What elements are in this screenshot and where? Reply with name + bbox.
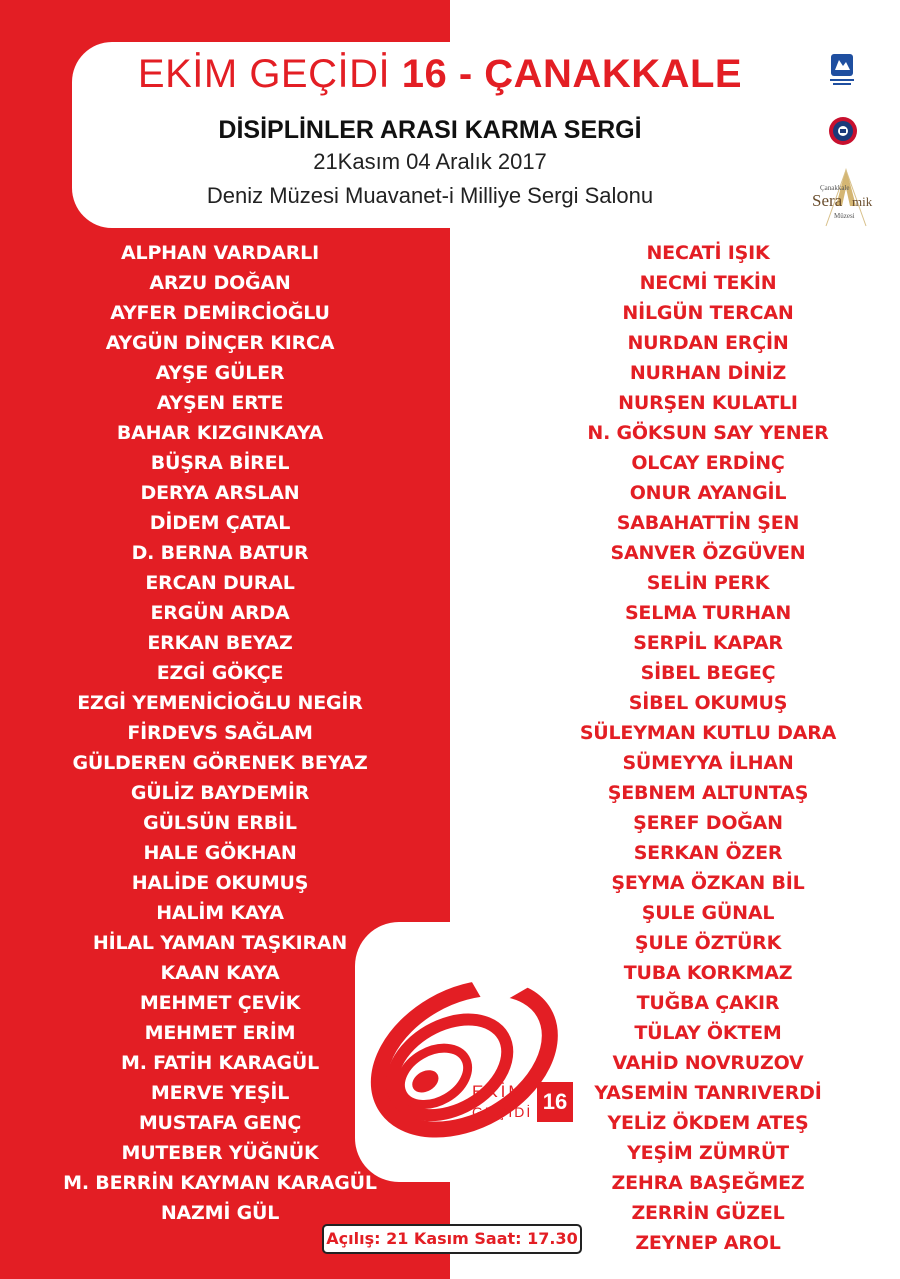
artist-name-right: YASEMİN TANRIVERDİ bbox=[594, 1082, 822, 1104]
artist-name-left: HALİM KAYA bbox=[156, 902, 284, 924]
artist-name-right: ŞEBNEM ALTUNTAŞ bbox=[607, 782, 809, 804]
title-part-1: EKİM GEÇİDİ bbox=[137, 52, 391, 96]
artist-name-left: EZGİ GÖKÇE bbox=[156, 662, 284, 684]
artist-name-right: ZEHRA BAŞEĞMEZ bbox=[611, 1172, 805, 1194]
artist-name-right: SABAHATTİN ŞEN bbox=[616, 512, 800, 534]
ceramic-logo-sub-text: Müzesi bbox=[834, 212, 855, 220]
artist-name-left: AYGÜN DİNÇER KIRCA bbox=[105, 332, 335, 354]
artist-name-right: TUĞBA ÇAKIR bbox=[636, 992, 780, 1014]
artist-name-right: TÜLAY ÖKTEM bbox=[634, 1022, 782, 1044]
artist-name-right: YEŞİM ZÜMRÜT bbox=[627, 1142, 789, 1164]
exhibition-dates: 21Kasım 04 Aralık 2017 bbox=[313, 149, 547, 174]
artist-name-right: ŞULE ÖZTÜRK bbox=[634, 932, 782, 954]
artist-name-left: MUTEBER YÜĞNÜK bbox=[121, 1142, 319, 1164]
artist-name-right: ONUR AYANGİL bbox=[629, 482, 787, 504]
artist-name-left: NAZMİ GÜL bbox=[160, 1202, 280, 1224]
municipality-logo-icon bbox=[828, 52, 856, 88]
artist-name-left: EZGİ YEMENİCİOĞLU NEGİR bbox=[77, 692, 363, 714]
artist-name-left: AYŞE GÜLER bbox=[155, 362, 285, 384]
emblem-word-ekim: EKİM bbox=[472, 1082, 526, 1101]
artist-name-right: NİLGÜN TERCAN bbox=[622, 302, 794, 324]
artist-name-right: SANVER ÖZGÜVEN bbox=[610, 542, 806, 564]
ceramic-logo-small-text: Çanakkale bbox=[820, 184, 850, 192]
artist-name-right: ŞULE GÜNAL bbox=[641, 902, 775, 924]
ceramic-logo-text-1: Sera bbox=[812, 191, 843, 210]
poster-title bbox=[90, 52, 790, 97]
artist-name-left: MEHMET ERİM bbox=[144, 1022, 296, 1044]
artist-name-left: MUSTAFA GENÇ bbox=[138, 1112, 302, 1134]
artist-name-left: HALİDE OKUMUŞ bbox=[131, 872, 309, 894]
artist-name-left: KAAN KAYA bbox=[160, 962, 280, 984]
artist-name-left: BÜŞRA BİREL bbox=[150, 452, 290, 474]
artist-name-right: TUBA KORKMAZ bbox=[623, 962, 793, 984]
artist-name-right: OLCAY ERDİNÇ bbox=[631, 452, 785, 474]
artist-name-right: ŞEYMA ÖZKAN BİL bbox=[611, 872, 805, 894]
artist-name-right: NECMİ TEKİN bbox=[639, 272, 777, 294]
poster-subtitle: DİSİPLİNLER ARASI KARMA SERGİ bbox=[218, 116, 642, 144]
artist-name-right: NURDAN ERÇİN bbox=[627, 332, 789, 354]
artist-name-left: GÜLİZ BAYDEMİR bbox=[130, 782, 310, 804]
artist-name-left: D. BERNA BATUR bbox=[131, 542, 309, 564]
artist-name-right: NURHAN DİNİZ bbox=[629, 362, 787, 384]
artist-name-left: MERVE YEŞİL bbox=[150, 1082, 290, 1104]
artist-name-left: GÜLSÜN ERBİL bbox=[143, 812, 297, 834]
artist-name-left: ARZU DOĞAN bbox=[149, 272, 291, 294]
artist-name-right: YELİZ ÖKDEM ATEŞ bbox=[607, 1112, 809, 1134]
artist-name-left: M. FATİH KARAGÜL bbox=[120, 1052, 319, 1074]
artist-name-left: GÜLDEREN GÖRENEK BEYAZ bbox=[72, 752, 368, 774]
artist-name-right: NECATİ IŞIK bbox=[646, 242, 770, 264]
artist-name-right: NURŞEN KULATLI bbox=[618, 392, 798, 414]
artist-list-right bbox=[538, 238, 878, 1258]
artist-name-right: SERPİL KAPAR bbox=[633, 632, 783, 654]
artist-name-right: SELİN PERK bbox=[646, 572, 770, 594]
artist-name-right: SÜLEYMAN KUTLU DARA bbox=[579, 722, 837, 744]
artist-name-right: VAHİD NOVRUZOV bbox=[612, 1052, 804, 1074]
artist-list-left bbox=[50, 238, 390, 1228]
artist-name-left: BAHAR KIZGINKAYA bbox=[116, 422, 324, 444]
artist-name-right: SERKAN ÖZER bbox=[633, 842, 783, 864]
artist-name-right: ZEYNEP AROL bbox=[635, 1232, 781, 1254]
artist-name-right: SİBEL BEGEÇ bbox=[640, 662, 776, 684]
artist-name-right: ZERRİN GÜZEL bbox=[631, 1202, 785, 1224]
emblem-number: 16 bbox=[537, 1082, 573, 1122]
artist-name-right: SELMA TURHAN bbox=[624, 602, 792, 624]
title-part-2: 16 - ÇANAKKALE bbox=[401, 52, 743, 96]
university-seal-icon bbox=[828, 116, 858, 146]
artist-name-left: HALE GÖKHAN bbox=[143, 842, 297, 864]
opening-time-badge: Açılış: 21 Kasım Saat: 17.30 bbox=[322, 1224, 582, 1254]
artist-name-left: AYŞEN ERTE bbox=[156, 392, 284, 414]
artist-name-left: MEHMET ÇEVİK bbox=[139, 992, 301, 1014]
artist-name-left: AYFER DEMİRCİOĞLU bbox=[110, 302, 330, 324]
artist-name-right: N. GÖKSUN SAY YENER bbox=[587, 422, 829, 444]
artist-name-left: ERKAN BEYAZ bbox=[147, 632, 293, 654]
artist-name-left: HİLAL YAMAN TAŞKIRAN bbox=[92, 932, 348, 954]
artist-name-left: ALPHAN VARDARLI bbox=[121, 242, 319, 264]
artist-name-right: SÜMEYYA İLHAN bbox=[622, 752, 794, 774]
artist-name-right: ŞEREF DOĞAN bbox=[633, 812, 783, 834]
emblem-word-gecidi: GEÇİDİ bbox=[472, 1104, 533, 1120]
exhibition-venue: Deniz Müzesi Muavanet-i Milliye Sergi Salonu bbox=[206, 183, 654, 208]
artist-name-right: SİBEL OKUMUŞ bbox=[628, 692, 788, 714]
artist-name-left: DERYA ARSLAN bbox=[140, 482, 300, 504]
artist-name-left: FİRDEVS SAĞLAM bbox=[127, 722, 313, 744]
artist-name-left: ERGÜN ARDA bbox=[150, 602, 290, 624]
ceramic-logo-text-2: mik bbox=[852, 194, 873, 209]
artist-name-left: DİDEM ÇATAL bbox=[149, 512, 291, 534]
ceramic-museum-logo-icon bbox=[806, 166, 884, 230]
ekim-gecidi-emblem-icon bbox=[365, 960, 585, 1160]
artist-name-left: ERCAN DURAL bbox=[145, 572, 295, 594]
artist-name-left: M. BERRİN KAYMAN KARAGÜL bbox=[63, 1172, 377, 1194]
